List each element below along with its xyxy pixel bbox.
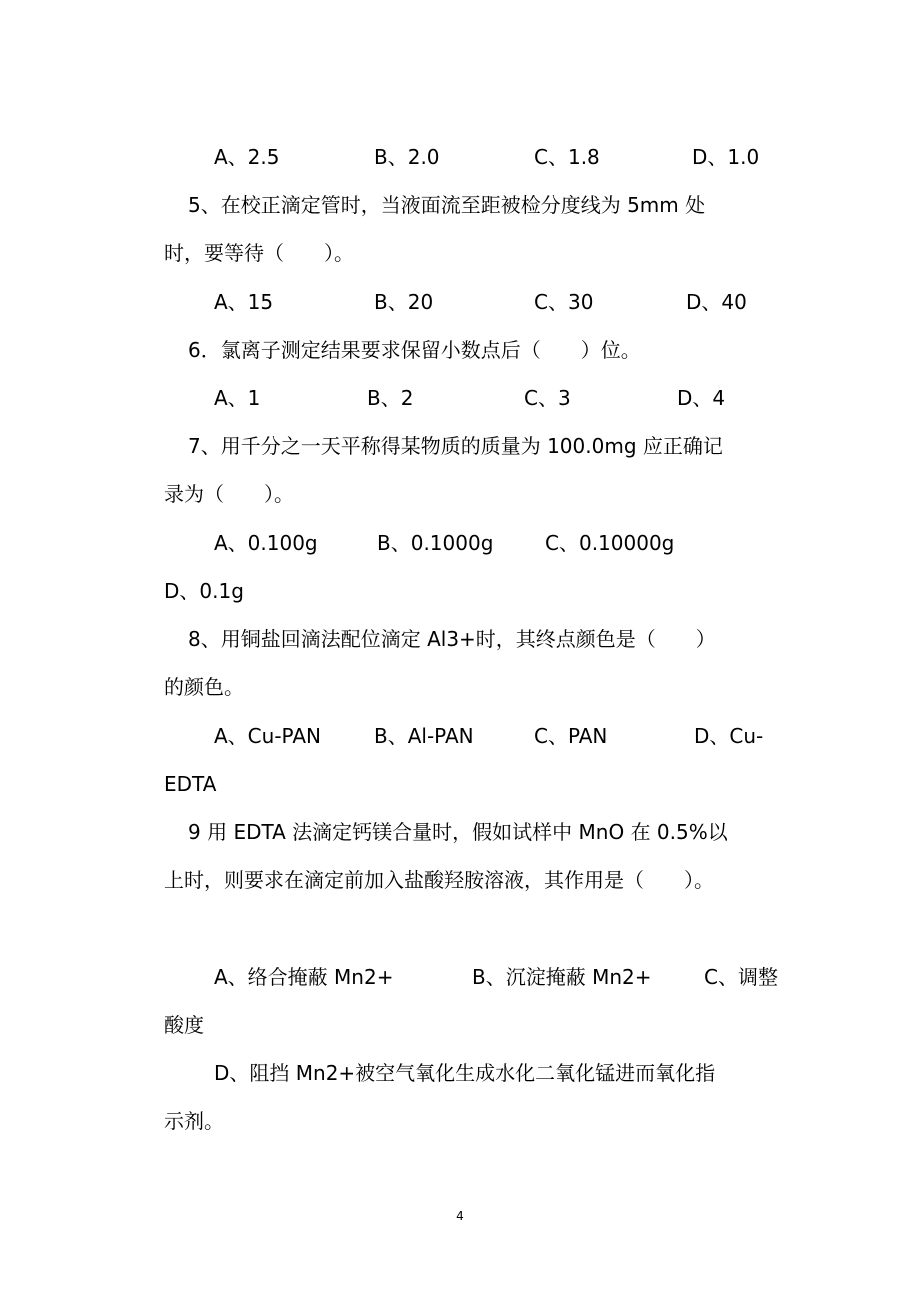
q7-option-d: D、0.1g xyxy=(164,579,244,603)
q7-option-b: B、0.1000g xyxy=(377,531,494,555)
q8-option-b: B、Al-PAN xyxy=(374,724,474,748)
q8-stem-line2: 的颜色。 xyxy=(164,675,244,699)
q9-stem-line1: 9 用 EDTA 法滴定钙镁合量时，假如试样中 MnO 在 0.5%以 xyxy=(188,820,728,844)
q6-option-b: B、2 xyxy=(367,386,414,410)
q5-option-a: A、15 xyxy=(214,290,274,314)
q4-option-a: A、2.5 xyxy=(214,145,280,169)
q6-stem: 6．氯离子测定结果要求保留小数点后（ ）位。 xyxy=(188,338,641,362)
q6-option-c: C、3 xyxy=(524,386,571,410)
q9-option-d-line1: D、阻挡 Mn2+被空气氧化生成水化二氧化锰进而氧化指 xyxy=(214,1061,716,1085)
q7-option-c: C、0.10000g xyxy=(545,531,675,555)
q5-option-c: C、30 xyxy=(534,290,594,314)
q8-option-a: A、Cu-PAN xyxy=(214,724,321,748)
q8-option-c: C、PAN xyxy=(534,724,608,748)
q6-option-d: D、4 xyxy=(677,386,726,410)
q7-stem-line2: 录为（ ）。 xyxy=(164,482,294,506)
q4-option-c: C、1.8 xyxy=(534,145,600,169)
q5-stem-line2: 时，要等待（ ）。 xyxy=(164,241,354,265)
q8-stem-line1: 8、用铜盐回滴法配位滴定 Al3+时，其终点颜色是（ ） xyxy=(188,627,716,651)
q8-option-d-continued: EDTA xyxy=(164,772,217,796)
q7-option-a: A、0.100g xyxy=(214,531,318,555)
q5-option-b: B、20 xyxy=(374,290,434,314)
q9-option-b: B、沉淀掩蔽 Mn2+ xyxy=(472,965,652,989)
q5-stem-line1: 5、在校正滴定管时，当液面流至距被检分度线为 5mm 处 xyxy=(188,193,706,217)
q9-option-d-line2: 示剂。 xyxy=(164,1109,224,1133)
q9-stem-line2: 上时，则要求在滴定前加入盐酸羟胺溶液，其作用是（ ）。 xyxy=(164,868,714,892)
q6-option-a: A、1 xyxy=(214,386,261,410)
q4-option-d: D、1.0 xyxy=(692,145,760,169)
q4-option-b: B、2.0 xyxy=(374,145,440,169)
q7-stem-line1: 7、用千分之一天平称得某物质的质量为 100.0mg 应正确记 xyxy=(188,434,723,458)
q5-option-d: D、40 xyxy=(686,290,747,314)
q9-option-c-continued: 酸度 xyxy=(164,1013,204,1037)
q8-option-d: D、Cu- xyxy=(694,724,764,748)
q9-option-c: C、调整 xyxy=(704,965,778,989)
q9-option-a: A、络合掩蔽 Mn2+ xyxy=(214,965,394,989)
page-number: 4 xyxy=(456,1209,464,1223)
